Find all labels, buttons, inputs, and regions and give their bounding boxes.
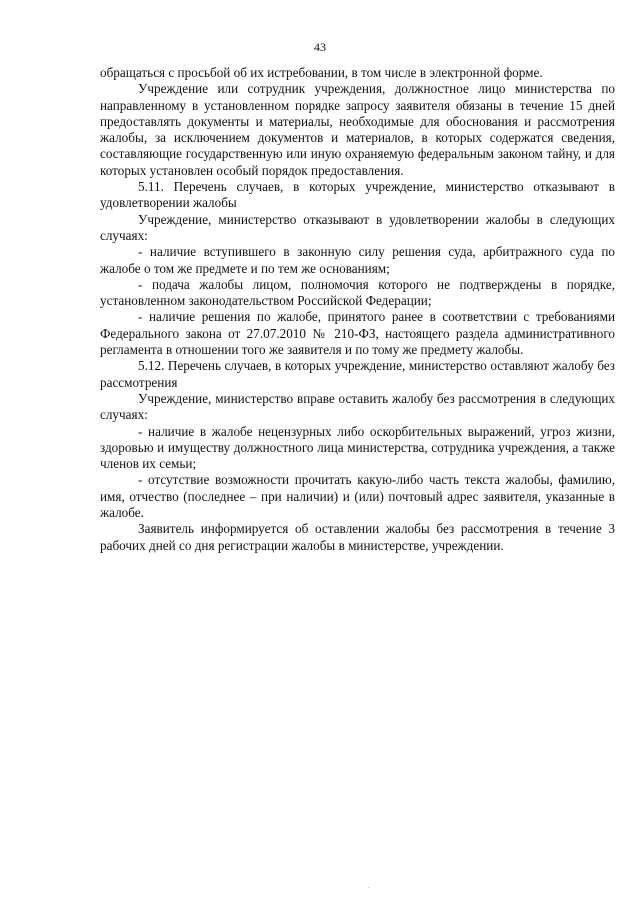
paragraph-no-review-intro: Учреждение, министерство вправе оставить жалобу без рассмотрения в следующих случаях:: [100, 390, 615, 423]
section-heading-5-12: 5.12. Перечень случаев, в которых учреждение, министерство оставляют жалобу без рассмотрения: [100, 358, 615, 390]
list-item-prior-decision: - наличие решения по жалобе, принятого ранее в соответствии с требованиями Федерального закона от 27.07.2010 № 210-ФЗ, настоящего раздела административного регламента в отношении того же заявителя и по тому же предмету жалобы.: [100, 309, 615, 358]
list-item-court-decision: - наличие вступившего в законную силу решения суда, арбитражного суда по жалобе о том же предмете и по тем же основаниям;: [100, 244, 615, 276]
paragraph-refusal-intro: Учреждение, министерство отказывают в удовлетворении жалобы в следующих случаях:: [100, 211, 615, 243]
list-item-unconfirmed-authority: - подача жалобы лицом, полномочия которого не подтверждены в порядке, установленном законодательством Российской Федерации;: [100, 276, 615, 309]
document-body: [100, 65, 615, 554]
page-number: 43: [314, 40, 326, 54]
section-heading-5-11: 5.11. Перечень случаев, в которых учреждение, министерство отказывают в удовлетворении жалобы: [100, 179, 615, 211]
list-item-offensive-language: - наличие в жалобе нецензурных либо оскорбительных выражений, угроз жизни, здоровью и имуществу должностного лица министерства, сотрудника учреждения, а также членов их семьи;: [100, 423, 615, 472]
paragraph-continuation: обращаться с просьбой об их истребовании, в том числе в электронной форме.: [100, 65, 543, 80]
list-item-unreadable-text: - отсутствие возможности прочитать какую-либо часть текста жалобы, фамилию, имя, отчество (последнее – при наличии) и (или) почтовый адрес заявителя, указанные в жалобе.: [100, 472, 615, 521]
footer-mark: .: [368, 882, 370, 890]
paragraph-applicant-notification: Заявитель информируется об оставлении жалобы без рассмотрения в течение 3 рабочих дней со дня регистрации жалобы в министерстве, учреждении.: [100, 521, 615, 553]
paragraph-documents-provision: Учреждение или сотрудник учреждения, должностное лицо министерства по направленному в установленном порядке запросу заявителя обязаны в течение 15 дней предоставлять документы и материалы, необходимые для обоснования и рассмотрения жалобы, за исключением документов и материалов, в которых содержатся сведения, составляющие государственную или иную охраняемую федеральным законом тайну, и для которых установлен особый порядок предоставления.: [100, 81, 615, 178]
